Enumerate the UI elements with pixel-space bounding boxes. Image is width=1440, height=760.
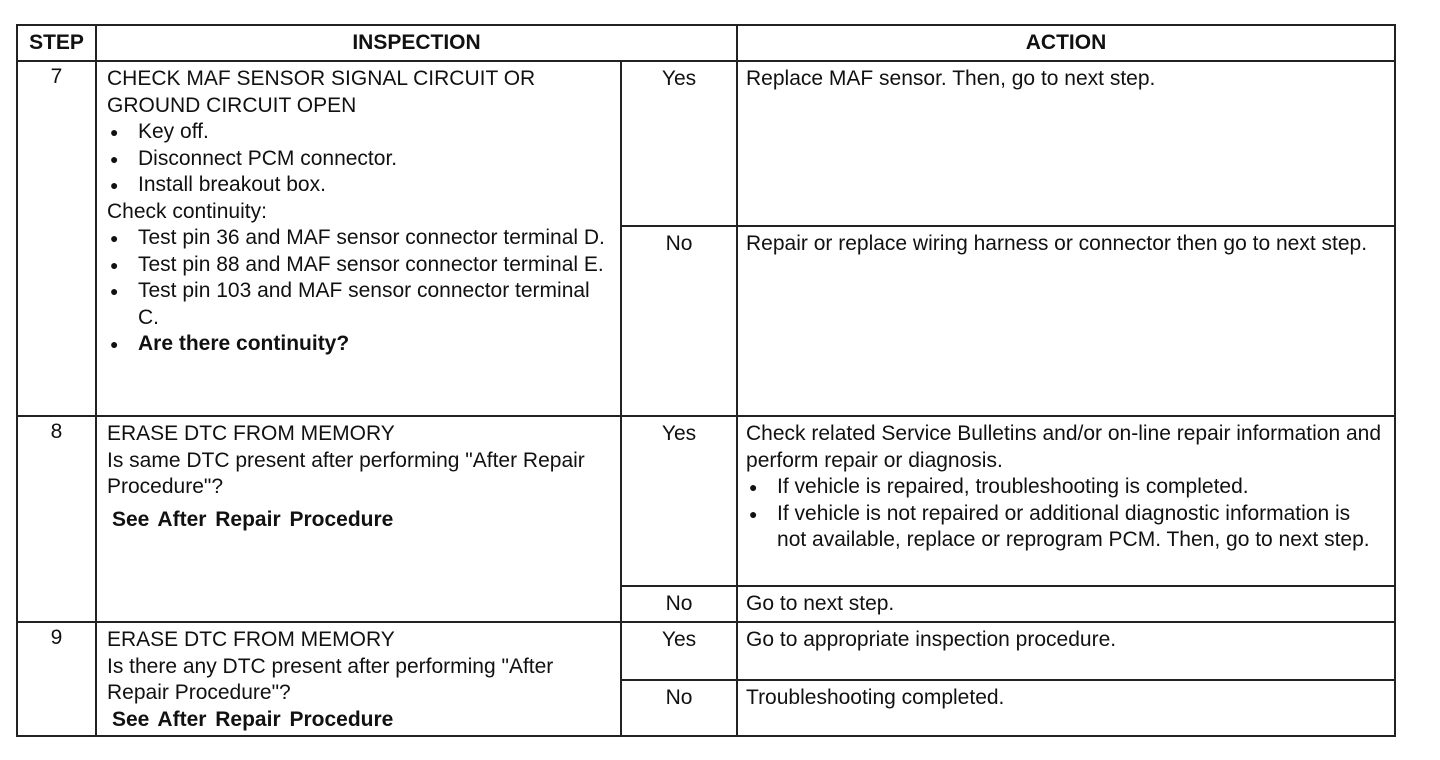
- bullet-list: [746, 474, 1384, 554]
- action-text: Go to next step.: [737, 586, 1395, 622]
- inspection-title: ERASE DTC FROM MEMORY: [107, 628, 395, 651]
- header-step: STEP: [17, 25, 96, 61]
- action-text: Replace MAF sensor. Then, go to next step.: [737, 61, 1395, 226]
- bullet-list: [107, 225, 612, 358]
- action-text: Troubleshooting completed.: [737, 680, 1395, 736]
- list-item: ● If vehicle is not repaired or additional diagnostic information is not available, replace or reprogram PCM. Then, go to next step.: [746, 501, 1384, 554]
- no-label: No: [621, 586, 737, 622]
- table-row: [17, 416, 1395, 586]
- action-text: Repair or replace wiring harness or connector then go to next step.: [737, 226, 1395, 416]
- list-item: ● Test pin 88 and MAF sensor connector terminal E.: [107, 252, 612, 279]
- inspection-question: Is there any DTC present after performing "After Repair Procedure"?: [107, 654, 554, 704]
- list-item: ● Test pin 36 and MAF sensor connector terminal D.: [107, 225, 612, 252]
- inspection-question: ● Are there continuity?: [107, 331, 612, 358]
- table-row: [17, 622, 1395, 680]
- list-item: ● Test pin 103 and MAF sensor connector terminal C.: [107, 278, 612, 331]
- header-inspection: INSPECTION: [96, 25, 737, 61]
- table-row: [17, 61, 1395, 226]
- inspection-cell: [96, 416, 621, 622]
- action-cell: [737, 416, 1395, 586]
- yes-label: Yes: [621, 416, 737, 586]
- inspection-title: CHECK MAF SENSOR SIGNAL CIRCUIT OR: [107, 67, 536, 90]
- header-row: [17, 25, 1395, 61]
- step-number: 7: [17, 61, 96, 416]
- action-text: Check related Service Bulletins and/or on-line repair information and perform repair or diagnosis.: [746, 422, 1382, 472]
- action-text: Go to appropriate inspection procedure.: [737, 622, 1395, 680]
- header-action: ACTION: [737, 25, 1395, 61]
- see-reference: See After Repair Procedure: [112, 507, 394, 531]
- inspection-cell: [96, 622, 621, 736]
- inspection-title: GROUND CIRCUIT OPEN: [107, 93, 357, 117]
- step-number: 8: [17, 416, 96, 622]
- inspection-question: Is same DTC present after performing "After Repair Procedure"?: [107, 448, 585, 498]
- list-item: ● Key off.: [107, 119, 612, 146]
- list-item: ● Disconnect PCM connector.: [107, 146, 612, 173]
- list-item: ● If vehicle is repaired, troubleshooting is completed.: [746, 474, 1384, 501]
- bullet-list: [107, 119, 612, 199]
- no-label: No: [621, 680, 737, 736]
- diagnostic-table: [16, 24, 1396, 737]
- yes-label: Yes: [621, 61, 737, 226]
- inspection-title: ERASE DTC FROM MEMORY: [107, 422, 395, 445]
- see-reference: See After Repair Procedure: [112, 707, 394, 731]
- inspection-cell: [96, 61, 621, 416]
- no-label: No: [621, 226, 737, 416]
- check-label: Check continuity:: [107, 199, 267, 223]
- yes-label: Yes: [621, 622, 737, 680]
- step-number: 9: [17, 622, 96, 736]
- list-item: ● Install breakout box.: [107, 172, 612, 199]
